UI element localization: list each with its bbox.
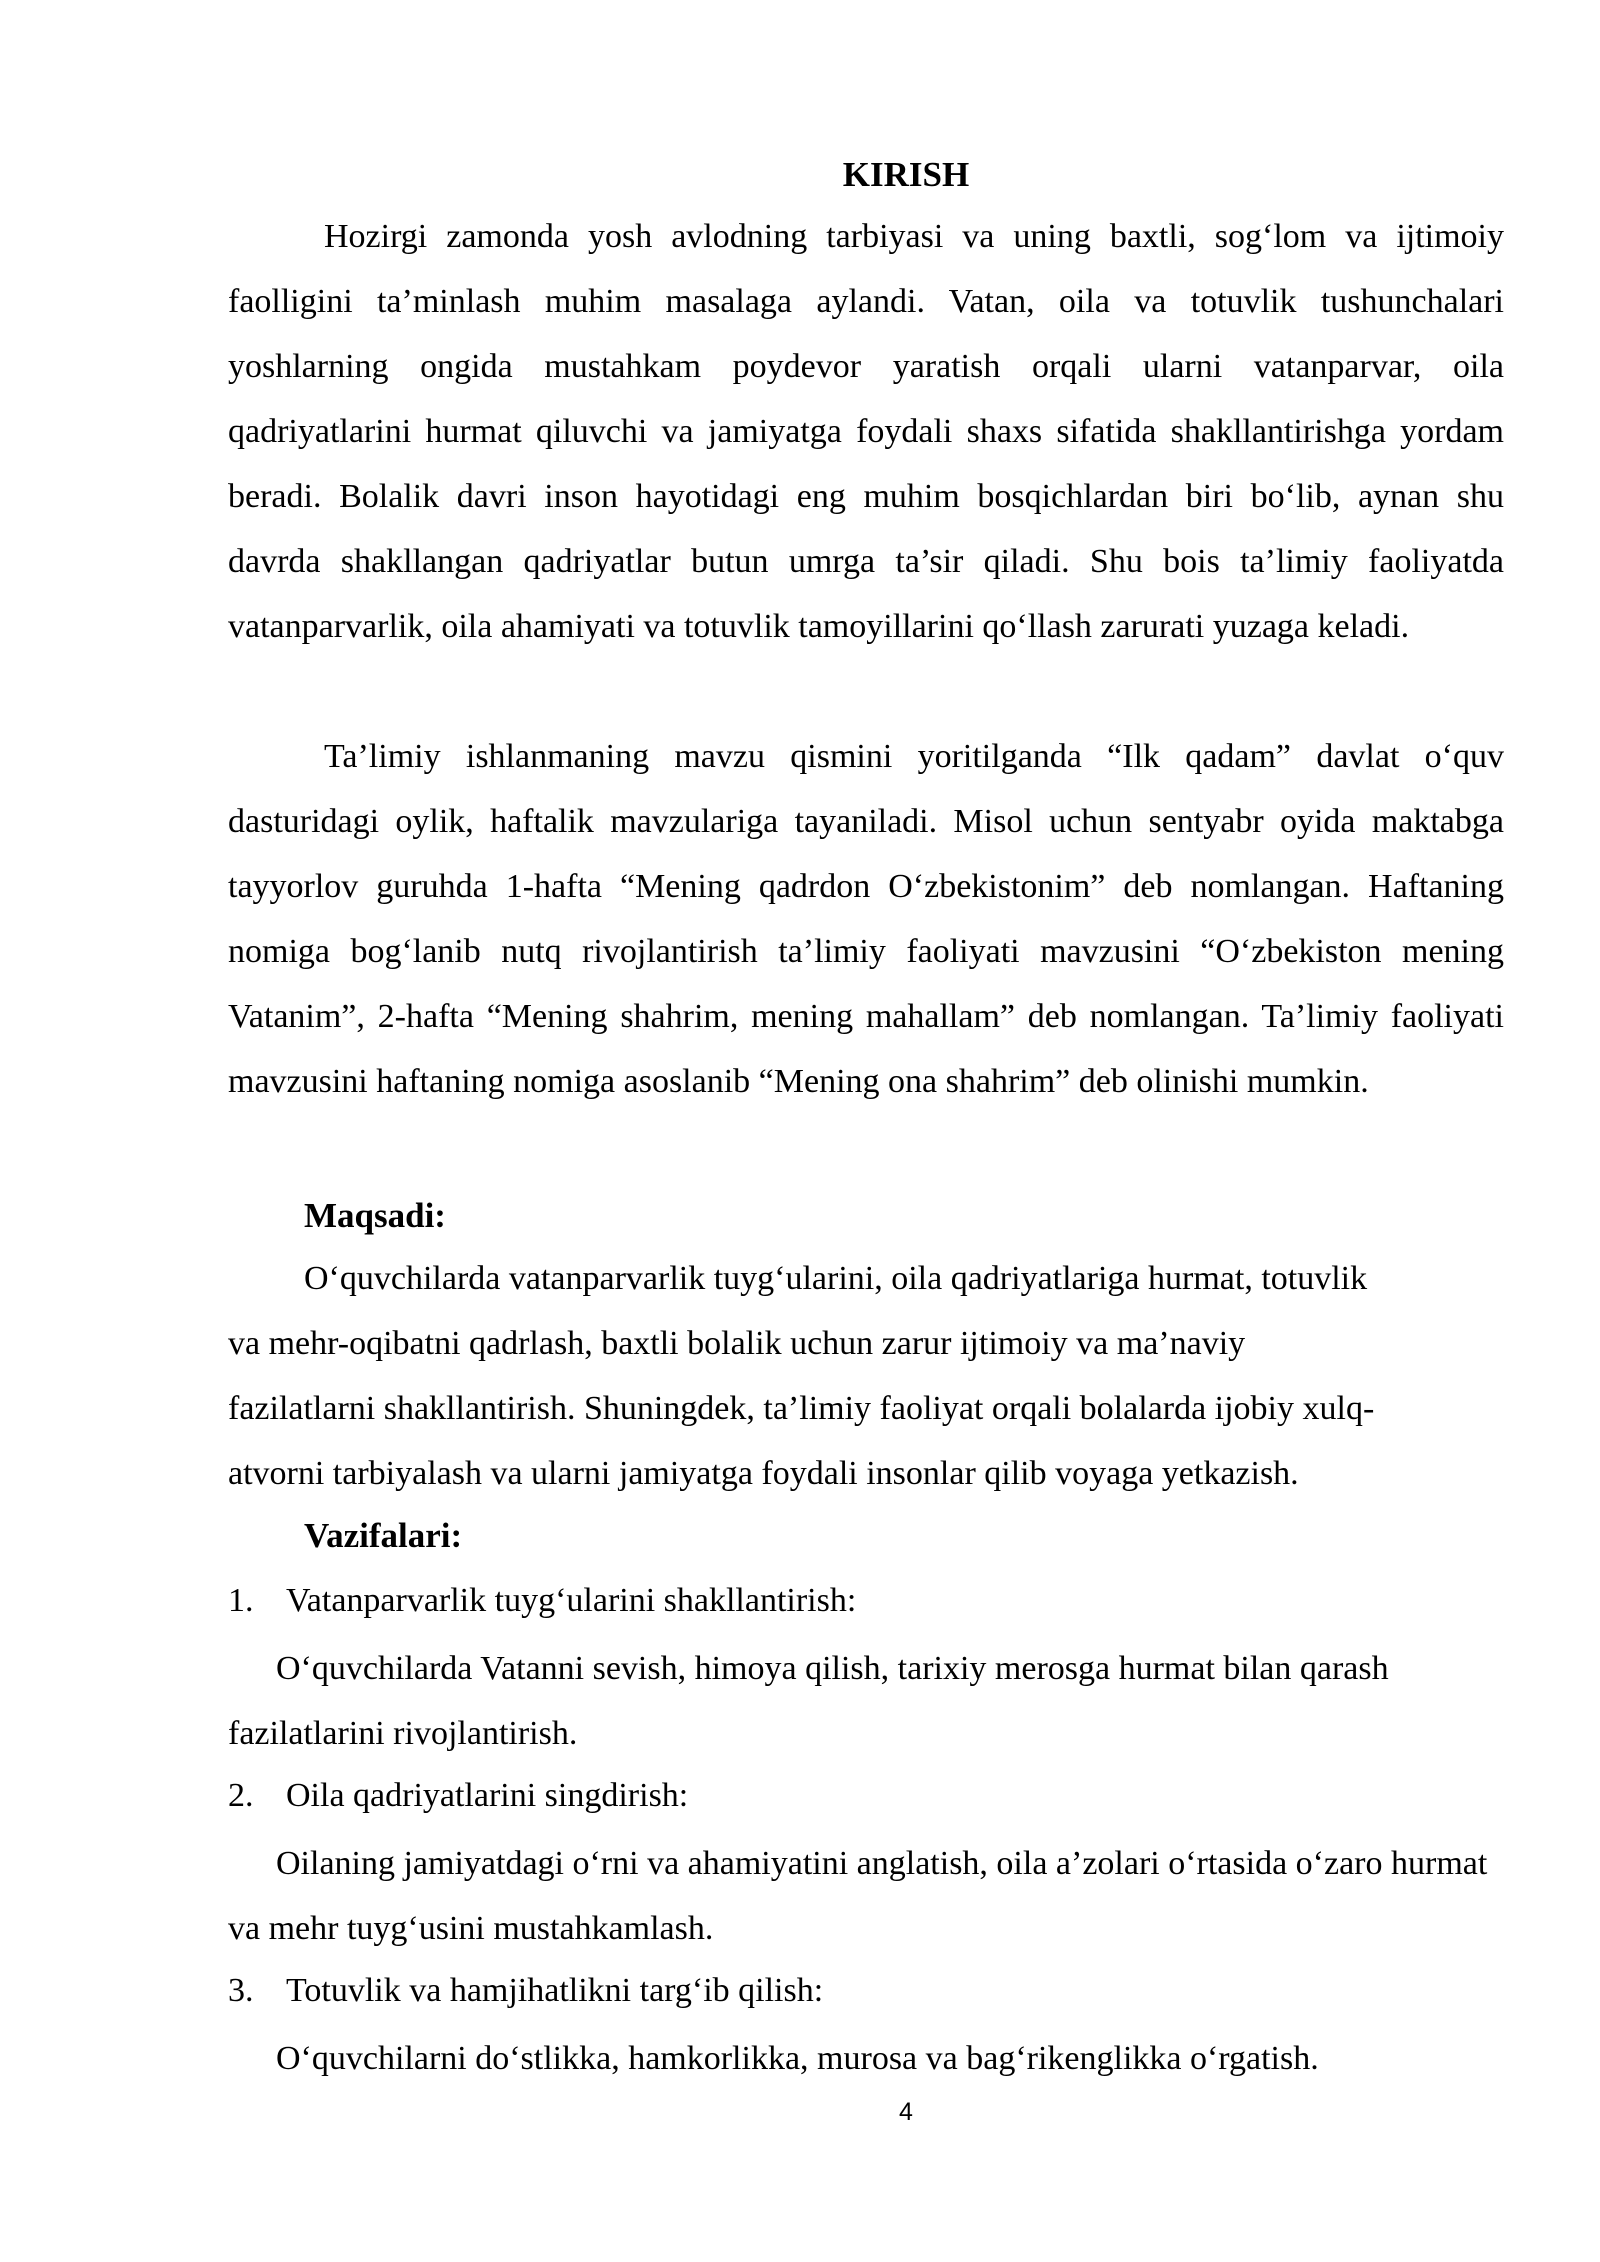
goal-line: fazilatlarni shakllantirish. Shuningdek, ta’limiy faoliyat orqali bolalarda ijobiy xulq-: [228, 1390, 1375, 1427]
task-item-title: [228, 1766, 688, 1826]
task-body: Oilaning jamiyatdagi o‘rni va ahamiyatini anglatish, oila a’zolari o‘rtasida o‘zaro hurmat va mehr tuyg‘usini mustahkamlash.: [228, 1845, 1488, 1947]
page-number: 4: [899, 2098, 913, 2126]
task-item-title: [228, 1961, 823, 2021]
goal-line: va mehr-oqibatni qadrlash, baxtli bolalik uchun zarur ijtimoiy va ma’naviy: [228, 1325, 1246, 1362]
intro-paragraph: Hozirgi zamonda yosh avlodning tarbiyasi va uning baxtli, sog‘lom va ijtimoiy faolligini ta’minlash muhim masalaga aylandi. Vatan, oila va totuvlik tushunchalari yoshlarning ongida mustahkam poydevor yaratish orqali ularni vatanparvar, oila qadriyatlarini hurmat qiluvchi va jamiyatga foydali shaxs sifatida shakllantirishga yordam beradi. Bolalik davri inson hayotidagi eng muhim bosqichlardan biri bo‘lib, aynan shu davrda shakllangan qadriyatlar butun umrga ta’sir qiladi. Shu bois ta’limiy faoliyatda vatanparvarlik, oila ahamiyati va totuvlik tamoyillarini qo‘llash zarurati yuzaga keladi.: [228, 218, 1504, 645]
page-title: KIRISH: [842, 155, 970, 194]
tasks-heading: Vazifalari:: [304, 1516, 463, 1555]
task-item-title: [228, 1571, 856, 1631]
task-number: 2.: [228, 1777, 254, 1814]
task-title: Oila qadriyatlarini singdirish:: [286, 1777, 689, 1814]
goal-line: O‘quvchilarda vatanparvarlik tuyg‘ularini, oila qadriyatlariga hurmat, totuvlik: [304, 1260, 1368, 1297]
task-number: 1.: [228, 1582, 254, 1619]
task-body: O‘quvchilarda Vatanni sevish, himoya qilish, tarixiy merosga hurmat bilan qarash fazilatlarini rivojlantirish.: [228, 1650, 1389, 1752]
task-body: O‘quvchilarni do‘stlikka, hamkorlikka, murosa va bag‘rikenglikka o‘rgatish.: [276, 2040, 1319, 2077]
goal-heading: Maqsadi:: [304, 1196, 446, 1235]
task-title: Vatanparvarlik tuyg‘ularini shakllantirish:: [286, 1582, 857, 1619]
topic-paragraph: Ta’limiy ishlanmaning mavzu qismini yoritilganda “Ilk qadam” davlat o‘quv dasturidagi oylik, haftalik mavzulariga tayaniladi. Misol uchun sentyabr oyida maktabga tayyorlov guruhda 1-hafta “Mening qadrdon O‘zbekistonim” deb nomlangan. Haftaning nomiga bog‘lanib nutq rivojlantirish ta’limiy faoliyati mavzusini “O‘zbekiston mening Vatanim”, 2-hafta “Mening shahrim, mening mahallam” deb nomlangan. Ta’limiy faoliyati mavzusini haftaning nomiga asoslanib “Mening ona shahrim” deb olinishi mumkin.: [228, 738, 1504, 1100]
task-number: 3.: [228, 1972, 254, 2009]
goal-line: atvorni tarbiyalash va ularni jamiyatga foydali insonlar qilib voyaga yetkazish.: [228, 1455, 1299, 1492]
task-title: Totuvlik va hamjihatlikni targ‘ib qilish:: [286, 1972, 824, 2009]
